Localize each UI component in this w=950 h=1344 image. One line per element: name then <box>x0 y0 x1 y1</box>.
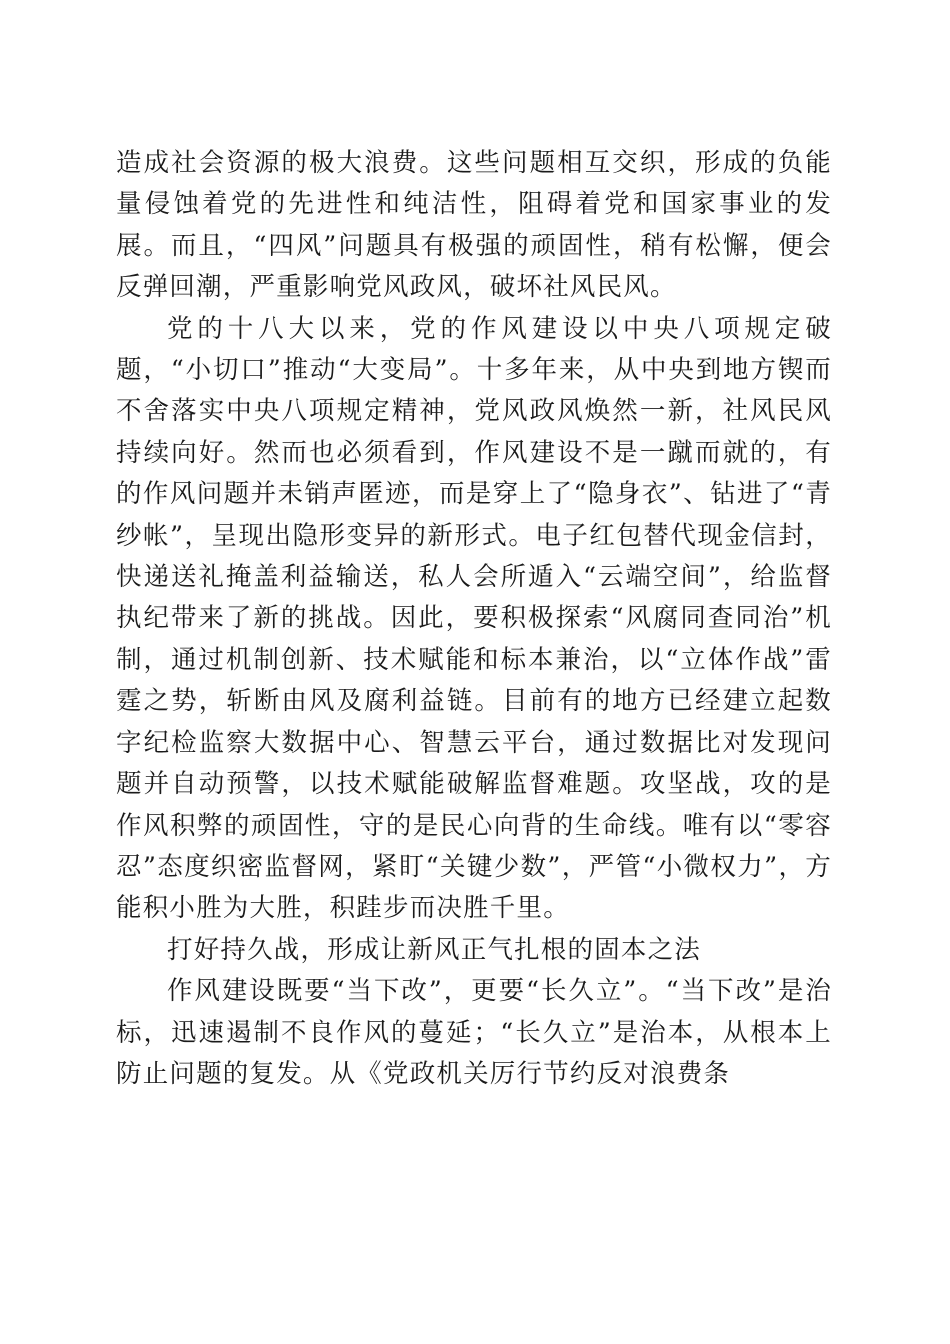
paragraph-continuation: 造成社会资源的极大浪费。这些问题相互交织，形成的负能量侵蚀着党的先进性和纯洁性，阻碍着党和国家事业的发展。而且，“四风”问题具有极强的顽固性，稍有松懈，便会反弹回潮，严重影响党风政风，破坏社风民风。 <box>116 148 832 303</box>
section-heading-protracted-war: 打好持久战，形成让新风正气扎根的固本之法 <box>167 934 702 965</box>
paragraph-work-style-since-18th-congress: 党的十八大以来，党的作风建设以中央八项规定破题，“小切口”推动“大变局”。十多年来，从中央到地方锲而不舍落实中央八项规定精神，党风政风焕然一新，社风民风持续向好。然而也必须看到，作风建设不是一蹴而就的，有的作风问题并未销声匿迹，而是穿上了“隐身衣”、钻进了“青纱帐”，呈现出隐形变异的新形式。电子红包替代现金信封，快递送礼掩盖利益输送，私人会所遁入“云端空间”，给监督执纪带来了新的挑战。因此，要积极探索“风腐同查同治”机制，通过机制创新、技术赋能和标本兼治，以“立体作战”雷霆之势，斩断由风及腐利益链。目前有的地方已经建立起数字纪检监察大数据中心、智慧云平台，通过数据比对发现问题并自动预警，以技术赋能破解监督难题。攻坚战，攻的是作风积弊的顽固性，守的是民心向背的生命线。唯有以“零容忍”态度织密监督网，紧盯“关键少数”，严管“小微权力”，方能积小胜为大胜，积跬步而决胜千里。 <box>116 313 832 924</box>
document-body <box>116 143 832 1095</box>
paragraph-long-term-establishment: 作风建设既要“当下改”，更要“长久立”。“当下改”是治标，迅速遏制不良作风的蔓延；“长久立”是治本，从根本上防止问题的复发。从《党政机关厉行节约反对浪费条 <box>116 976 832 1089</box>
